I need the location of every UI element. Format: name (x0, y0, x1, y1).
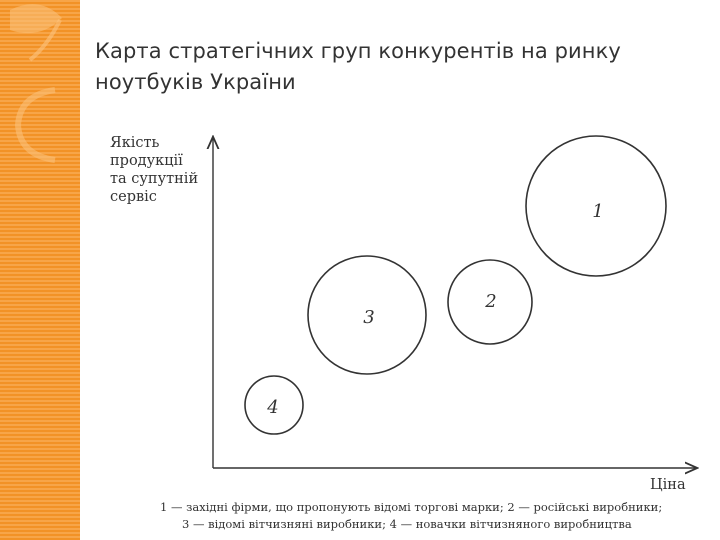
legend-caption-line-2: 3 — відомі вітчизняні виробники; 4 — новачки вітчизняного виробництва (182, 517, 632, 531)
group-3-label: 3 (363, 307, 375, 328)
y-axis-label-line-1: Якість (110, 135, 160, 151)
group-4-label: 4 (267, 397, 279, 418)
x-axis-label: Ціна (650, 477, 686, 493)
y-axis-label-line-4: сервіс (110, 189, 157, 205)
slide-title-line-2: ноутбуків України (95, 70, 296, 94)
group-1-label: 1 (592, 201, 604, 222)
legend-caption-line-1: 1 — західні фірми, що пропонують відомі торгові марки; 2 — російські виробники; (160, 500, 663, 514)
y-axis-label-line-2: продукції (110, 153, 183, 169)
slide-title-line-1: Карта стратегічних груп конкурентів на ринку (95, 39, 621, 63)
y-axis-label-line-3: та супутній (110, 171, 199, 187)
y-axis-label (110, 134, 198, 206)
group-2-label: 2 (485, 291, 497, 312)
